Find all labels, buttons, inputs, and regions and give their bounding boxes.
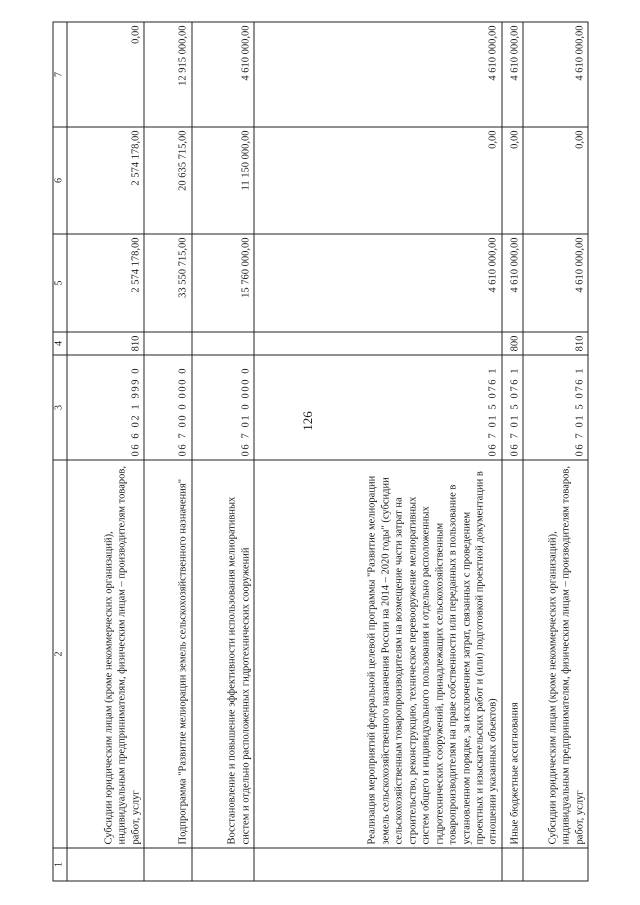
item-name-cell: Восстановление и повышение эффективности использования мелиоративных систем и отдельно расположенных гидротехнических сооружений bbox=[191, 460, 253, 848]
amount-cell: 12 915 000,00 bbox=[144, 22, 191, 127]
rotated-page-content bbox=[52, 23, 588, 882]
amount-cell: 2 574 178,00 bbox=[66, 234, 144, 332]
page-number: 126 bbox=[299, 411, 315, 431]
amount-cell: 11 150 000,00 bbox=[191, 127, 253, 234]
amount-cell: 0,00 bbox=[254, 127, 502, 234]
item-name-cell: Реализация мероприятий федеральной целевой программы "Развитие мелиорации земель сельскохозяйственного назначения России на 2014 – 2020 годы" (субсидии сельскохозяйственным товаропроизводителям на возмещение части затрат на строительство, реконструкцию, техническое перевооружение мелиоративных систем общего и индивидуального пользования и отдельно расположенных гидротехнических сооружений, принадлежащих сельскохозяйственным товаропроизводителям на праве собственности или переданных в пользование в установленном порядке, за исключением затрат, связанных с проведением проектных и изыскательских работ и (или) подготовкой проектной документации в отношении указанных объектов) bbox=[254, 460, 502, 848]
expense-type-cell bbox=[191, 332, 253, 355]
expense-type-cell bbox=[254, 332, 502, 355]
table-row bbox=[523, 22, 588, 881]
amount-cell: 0,00 bbox=[501, 127, 523, 234]
expense-type-cell: 800 bbox=[501, 332, 523, 355]
header-row bbox=[53, 22, 67, 881]
target-code-cell: 06 7 01 5 076 1 bbox=[523, 355, 588, 460]
amount-cell: 15 760 000,00 bbox=[191, 234, 253, 332]
item-name-cell: Субсидии юридическим лицам (кроме некоммерческих организаций), индивидуальным предпринимателям, физическим лицам – производителям товаров, работ, услуг bbox=[523, 460, 588, 848]
column-header: 3 bbox=[53, 355, 67, 460]
amount-cell: 4 610 000,00 bbox=[523, 22, 588, 127]
row-number-cell bbox=[254, 848, 502, 881]
column-header: 5 bbox=[53, 234, 67, 332]
column-header: 7 bbox=[53, 22, 67, 127]
amount-cell: 20 635 715,00 bbox=[144, 127, 191, 234]
target-code-cell: 06 7 01 0 000 0 bbox=[191, 355, 253, 460]
expense-type-cell bbox=[144, 332, 191, 355]
amount-cell: 4 610 000,00 bbox=[523, 234, 588, 332]
table-row bbox=[501, 22, 523, 881]
column-header: 4 bbox=[53, 332, 67, 355]
column-header: 2 bbox=[53, 460, 67, 848]
expense-type-cell: 810 bbox=[523, 332, 588, 355]
item-name-cell: Субсидии юридическим лицам (кроме некоммерческих организаций), индивидуальным предпринимателям, физическим лицам – производителям товаров, работ, услуг bbox=[66, 460, 144, 848]
table-row bbox=[66, 22, 144, 881]
row-number-cell bbox=[191, 848, 253, 881]
table-row bbox=[254, 22, 502, 881]
item-name-cell: Иные бюджетные ассигнования bbox=[501, 460, 523, 848]
table-row bbox=[191, 22, 253, 881]
amount-cell: 4 610 000,00 bbox=[501, 234, 523, 332]
row-number-cell bbox=[501, 848, 523, 881]
row-number-cell bbox=[523, 848, 588, 881]
amount-cell: 0,00 bbox=[66, 22, 144, 127]
table-row bbox=[144, 22, 191, 881]
budget-table bbox=[52, 22, 588, 882]
amount-cell: 4 610 000,00 bbox=[254, 234, 502, 332]
row-number-cell bbox=[66, 848, 144, 881]
column-header: 1 bbox=[53, 848, 67, 881]
amount-cell: 0,00 bbox=[523, 127, 588, 234]
amount-cell: 33 550 715,00 bbox=[144, 234, 191, 332]
expense-type-cell: 810 bbox=[66, 332, 144, 355]
amount-cell: 4 610 000,00 bbox=[501, 22, 523, 127]
target-code-cell: 06 7 01 5 076 1 bbox=[254, 355, 502, 460]
item-name-cell: Подпрограмма "Развитие мелиорации земель сельскохозяйственного назначения" bbox=[144, 460, 191, 848]
amount-cell: 2 574 178,00 bbox=[66, 127, 144, 234]
amount-cell: 4 610 000,00 bbox=[191, 22, 253, 127]
column-header: 6 bbox=[53, 127, 67, 234]
target-code-cell: 06 6 02 1 999 0 bbox=[66, 355, 144, 460]
target-code-cell: 06 7 00 0 000 0 bbox=[144, 355, 191, 460]
target-code-cell: 06 7 01 5 076 1 bbox=[501, 355, 523, 460]
amount-cell: 4 610 000,00 bbox=[254, 22, 502, 127]
row-number-cell bbox=[144, 848, 191, 881]
